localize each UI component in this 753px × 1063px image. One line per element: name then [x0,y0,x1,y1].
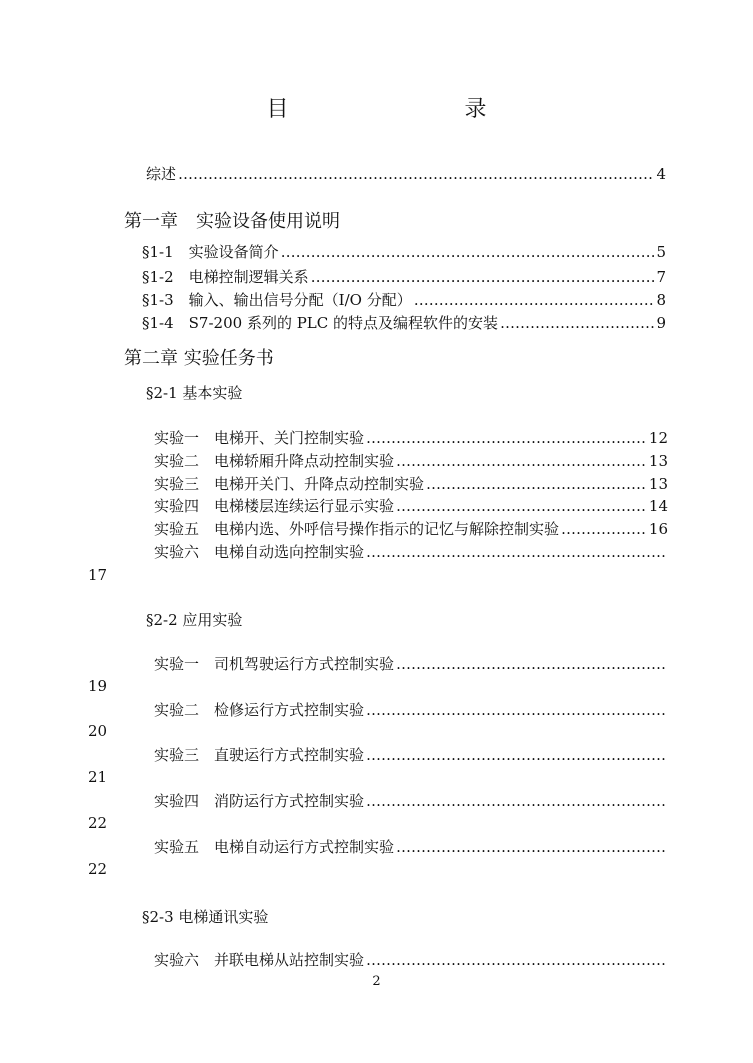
leader-dots [396,838,666,856]
toc-entry-label: 实验三 电梯开关门、升降点动控制实验 [154,475,425,493]
leader-dots [366,543,666,561]
leader-dots [561,520,647,538]
toc-entry-label: 实验三 直驶运行方式控制实验 [154,746,365,764]
toc-entry-label: 实验五 电梯自动运行方式控制实验 [154,838,395,856]
leader-dots [426,475,647,493]
toc-entry-page-wrapped: 22 [88,814,108,832]
toc-entry-page: 4 [656,165,666,183]
leader-dots [396,497,647,515]
toc-entry [154,427,668,448]
chapter-2-heading: 第二章 实验任务书 [124,348,274,369]
toc-entry-page: 9 [656,314,666,332]
toc-entry-page: 5 [656,243,666,261]
toc-entry-label: 实验一 司机驾驶运行方式控制实验 [154,655,395,673]
toc-entry [154,653,668,674]
leader-dots [414,291,655,309]
toc-entry [154,790,668,811]
leader-dots [500,314,654,332]
toc-entry-overview [146,163,666,184]
page-number: 2 [372,974,381,989]
toc-entry-label: 综述 [146,165,177,183]
toc-entry-page: 13 [648,452,668,470]
leader-dots [311,268,655,286]
toc-entry-page: 14 [648,497,668,515]
section-heading: §2-1 基本实验 [146,384,243,402]
toc-entry-label: 实验一 电梯开、关门控制实验 [154,429,365,447]
toc-entry-label: §1-4 S7-200 系列的 PLC 的特点及编程软件的安装 [142,314,499,332]
toc-entry-label: 实验六 电梯自动选向控制实验 [154,543,365,561]
toc-entry [142,312,666,333]
leader-dots [366,746,666,764]
toc-entry [154,699,668,720]
toc-entry-page: 12 [648,429,668,447]
toc-entry-page: 16 [648,520,668,538]
section-heading: §2-2 应用实验 [146,611,243,629]
toc-entry-label: 实验二 检修运行方式控制实验 [154,701,365,719]
leader-dots [396,655,666,673]
chapter-1-heading: 第一章 实验设备使用说明 [124,211,340,232]
toc-entry-page-wrapped: 21 [88,768,108,786]
toc-entry [154,473,668,494]
toc-entry-page-wrapped: 22 [88,860,108,878]
toc-entry [154,744,668,765]
toc-entry-label: 实验四 消防运行方式控制实验 [154,792,365,810]
toc-entry-page: 7 [656,268,666,286]
leader-dots [366,429,647,447]
toc-entry [154,949,668,970]
toc-entry [154,541,668,562]
section-heading: §2-3 电梯通讯实验 [142,908,269,926]
leader-dots [396,452,647,470]
toc-entry-label: 实验五 电梯内选、外呼信号操作指示的记忆与解除控制实验 [154,520,560,538]
leader-dots [366,701,666,719]
toc-entry-page-wrapped: 19 [88,677,108,695]
toc-entry-label: 实验四 电梯楼层连续运行显示实验 [154,497,395,515]
leader-dots [366,951,666,969]
toc-entry-page: 8 [656,291,666,309]
toc-entry-page-wrapped: 20 [88,722,108,740]
leader-dots [366,792,666,810]
leader-dots [281,243,655,261]
toc-entry-label: 实验二 电梯轿厢升降点动控制实验 [154,452,395,470]
toc-entry-label: §1-1 实验设备简介 [142,243,279,261]
toc-entry [142,266,666,287]
toc-entry-page: 13 [648,475,668,493]
page-title: 目 录 [266,97,531,122]
toc-entry-label: 实验六 并联电梯从站控制实验 [154,951,365,969]
toc-entry [154,450,668,471]
toc-entry-label: §1-2 电梯控制逻辑关系 [142,268,309,286]
toc-entry [154,495,668,516]
leader-dots [178,165,654,183]
toc-entry [154,518,668,539]
toc-entry [142,289,666,310]
toc-entry [154,836,668,857]
toc-entry [142,241,666,262]
toc-entry-label: §1-3 输入、输出信号分配（I/O 分配） [142,291,412,309]
toc-entry-page-wrapped: 17 [88,566,108,584]
